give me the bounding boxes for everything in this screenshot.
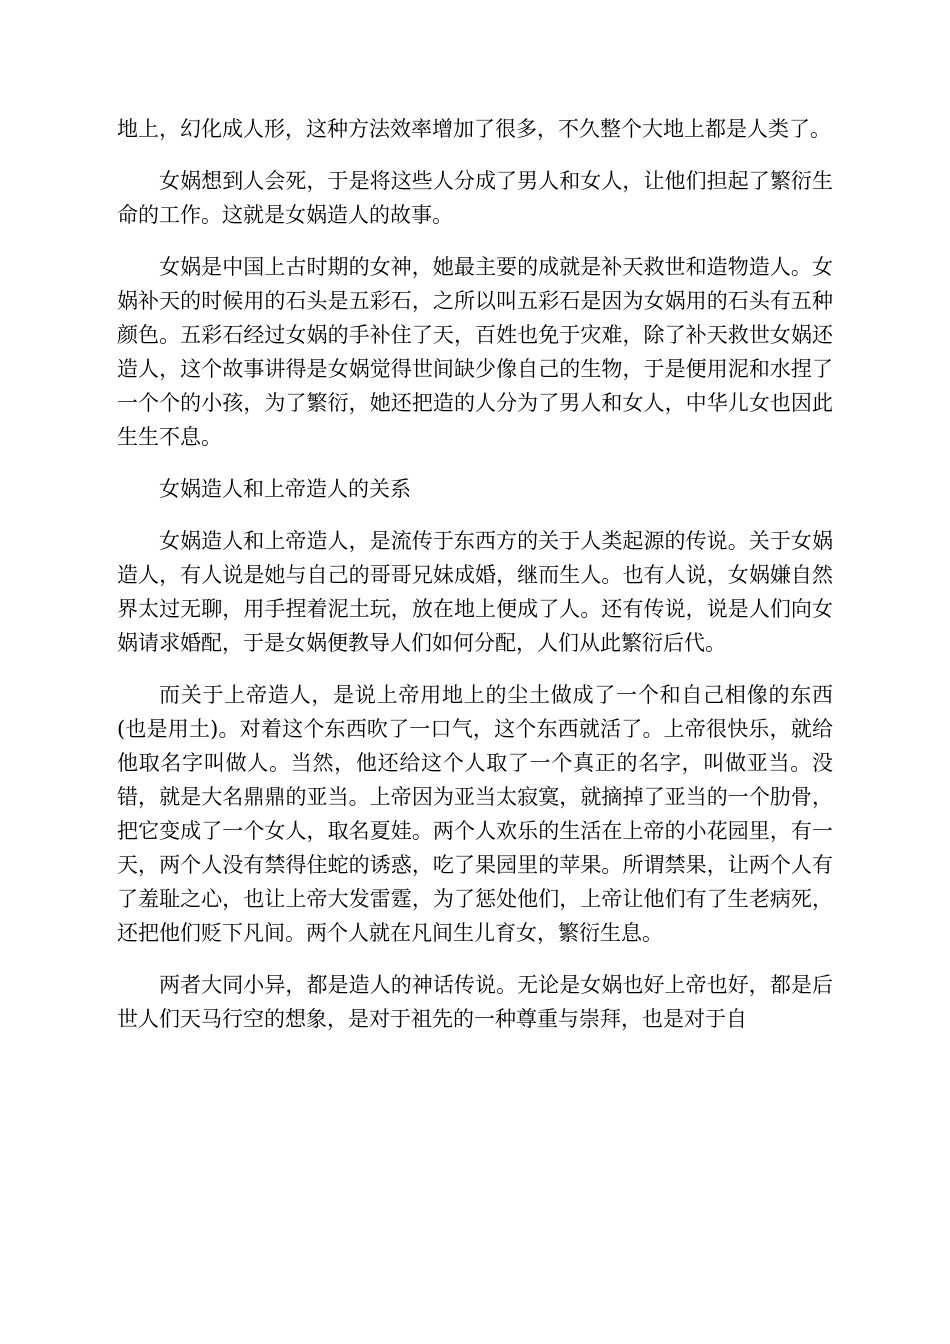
paragraph-creation-legends: 女娲造人和上帝造人，是流传于东西方的关于人类起源的传说。关于女娲造人，有人说是她与自己的哥哥兄妹成婚，继而生人。也有人说，女娲嫌自然界太过无聊，用手捏着泥土玩，放在地上便成了人。还有传说，说是人们向女娲请求婚配，于是女娲便教导人们如何分配，人们从此繁衍后代。 xyxy=(117,529,833,655)
paragraph-comparison: 两者大同小异，都是造人的神话传说。无论是女娲也好上帝也好，都是后世人们天马行空的想象，是对于祖先的一种尊重与崇拜，也是对于自 xyxy=(117,973,833,1031)
paragraph-nuwa-divides-humans: 女娲想到人会死，于是将这些人分成了男人和女人，让他们担起了繁衍生命的工作。这就是女娲造人的故事。 xyxy=(117,169,833,227)
paragraph-nuwa-goddess: 女娲是中国上古时期的女神，她最主要的成就是补天救世和造物造人。女娲补天的时候用的石头是五彩石，之所以叫五彩石是因为女娲用的石头有五种颜色。五彩石经过女娲的手补住了天，百姓也免于灾难，除了补天救世女娲还造人，这个故事讲得是女娲觉得世间缺少像自己的生物，于是便用泥和水捏了一个个的小孩，为了繁衍，她还把造的人分为了男人和女人，中华儿女也因此生生不息。 xyxy=(117,255,833,449)
section-heading: 女娲造人和上帝造人的关系 xyxy=(159,477,411,501)
paragraph-continuation: 地上，幻化成人形，这种方法效率增加了很多，不久整个大地上都是人类了。 xyxy=(117,117,831,141)
document-page xyxy=(117,112,833,1054)
paragraph-god-creation: 而关于上帝造人，是说上帝用地上的尘土做成了一个和自己相像的东西(也是用土)。对着这个东西吹了一口气，这个东西就活了。上帝很快乐，就给他取名字叫做人。当然，他还给这个人取了一个真正的名字，叫做亚当。没错，就是大名鼎鼎的亚当。上帝因为亚当太寂寞，就摘掉了亚当的一个肋骨，把它变成了一个女人，取名夏娃。两个人欢乐的生活在上帝的小花园里，有一天，两个人没有禁得住蛇的诱惑，吃了果园里的苹果。所谓禁果，让两个人有了羞耻之心，也让上帝大发雷霆，为了惩处他们，上帝让他们有了生老病死，还把他们贬下凡间。两个人就在凡间生儿育女，繁衍生息。 xyxy=(117,683,833,945)
